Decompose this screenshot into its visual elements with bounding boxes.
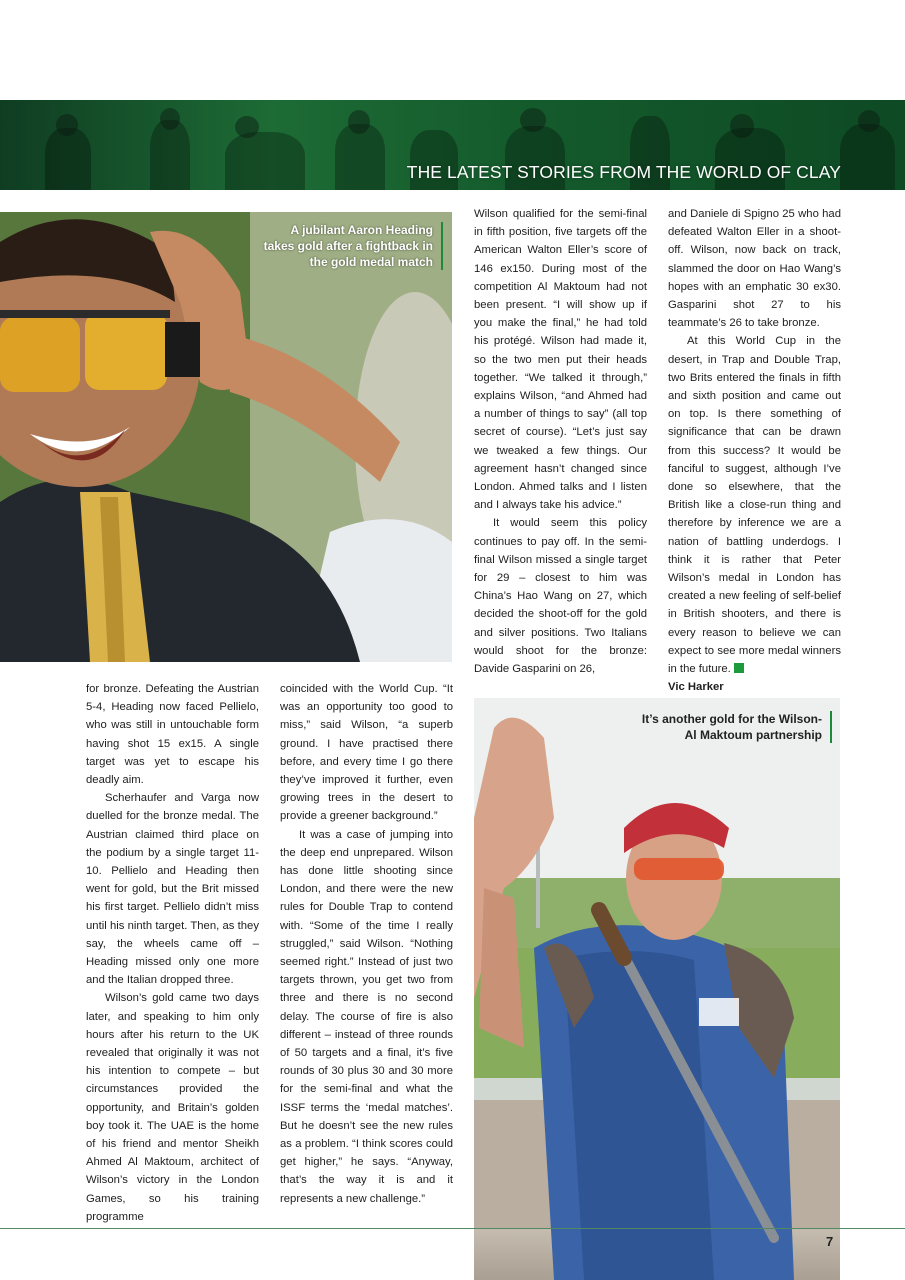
photo-aaron-heading-caption: A jubilant Aaron Heading takes gold after a fightback in the gold medal match — [263, 222, 443, 270]
paragraph: coincided with the World Cup. “It was an opportunity too good to miss,” said Wilson, “a superb ground. I have practised there before, and every time I go there they’ve improved it further, even growing trees in the desert to provide a greener background.” — [280, 683, 453, 823]
paragraph: Scherhaufer and Varga now duelled for the bronze medal. The Austrian claimed third place on the podium by a single target 11-10. Pellielo and Heading then went for gold, but the Brit missed his first target. Pellielo didn’t miss until his ninth target. Then, as they say, the wheels came off – Heading missed only one more and the Italian dropped three. — [86, 792, 259, 987]
article-column-2 — [280, 680, 453, 1208]
photo-peter-wilson-illustration — [474, 698, 840, 1280]
paragraph: It would seem this policy continues to pay off. In the semi-final Wilson missed a single target for 29 – closest to him was China’s Hao Wang on 27, which decided the shoot-off for the gold and silver positions. Two Italians would shoot for the bronze: Davide Gasparini on 26, — [474, 517, 647, 676]
end-of-article-square-icon — [734, 663, 744, 673]
paragraph: Wilson qualified for the semi-final in fifth position, five targets off the American Walton Eller’s score of 146 ex150. During most of the competition Al Maktoum had not been present. “I will show up if you make the final,” he had told his protégé. Wilson had made it, so the two men put their heads together. “We talked it through,” explains Wilson, “and Ahmed had a number of things to say” (all top secret of course). “Let’s just say we tweaked a few things. Our agreement hasn’t changed since London. Ahmed talks and I listen and I always take his advice.” — [474, 208, 647, 512]
paragraph-with-endmark — [668, 332, 841, 678]
page-number: 7 — [826, 1234, 834, 1249]
photo-aaron-heading-illustration — [0, 212, 452, 662]
photo-aaron-heading — [0, 212, 452, 662]
article-column-4 — [668, 205, 841, 696]
paragraph: Wilson’s gold came two days later, and speaking to him only hours after his return to the UK revealed that originally it was not his intention to compete – but circumstances provided the opportunity, and Britain’s golden boy took it. The UAE is the home of his friend and mentor Sheikh Ahmed Al Maktoum, architect of Wilson’s victory in the London Games, so his training programme — [86, 992, 259, 1223]
banner-title: THE LATEST STORIES FROM THE WORLD OF CLAY — [406, 162, 841, 182]
paragraph: and Daniele di Spigno 25 who had defeated Walton Eller in a shoot-off. Wilson, now back on track, slammed the door on Hao Wang’s hopes with an emphatic 30 ex30. Gasparini shot 27 to his teammate’s 26 to take bronze. — [668, 208, 841, 330]
header-banner — [0, 100, 905, 190]
paragraph: It was a case of jumping into the deep end unprepared. Wilson has done little shooting since London, and there were the new rules for Double Trap to contend with. “Some of the time I really struggled,” said Wilson. “Nothing seemed right.” Instead of just two targets thrown, you get two from three and there is no second delay. The course of fire is also different – instead of three rounds of 50 targets and a final, it’s five rounds of 30 plus 30 and 30 more for the semi-final and what the ISSF terms the ‘medal matches’. But he doesn’t see the new rules as a problem. “I think scores could get higher,” he says. “Anyway, that’s the way it is and it represents a new challenge.” — [280, 828, 453, 1205]
photo-peter-wilson-caption: It’s another gold for the Wilson-Al Maktoum partnership — [640, 711, 832, 743]
article-column-3 — [474, 205, 647, 678]
paragraph: for bronze. Defeating the Austrian 5-4, Heading now faced Pellielo, who was still in untouchable form having shot 15 ex15. A single target was yet to escape his deadly aim. — [86, 683, 259, 787]
article-column-1 — [86, 680, 259, 1226]
photo-peter-wilson — [474, 698, 840, 1280]
author-byline: Vic Harker — [668, 681, 724, 694]
footer-rule — [0, 1228, 905, 1229]
paragraph-text: At this World Cup in the desert, in Trap and Double Trap, two Brits entered the finals in fifth and sixth position and came out on top. Is there something of significance that can be drawn from this success? It would be fanciful to suggest, although I’ve done so elsewhere, that the British like a close-run thing and therefore by inference we are a nation of battling underdogs. I think it is rather that Peter Wilson’s medal in London has created a new feeling of self-belief in British shooters, and there is every reason to believe we can expect to see more medal winners in the future. — [668, 335, 841, 676]
